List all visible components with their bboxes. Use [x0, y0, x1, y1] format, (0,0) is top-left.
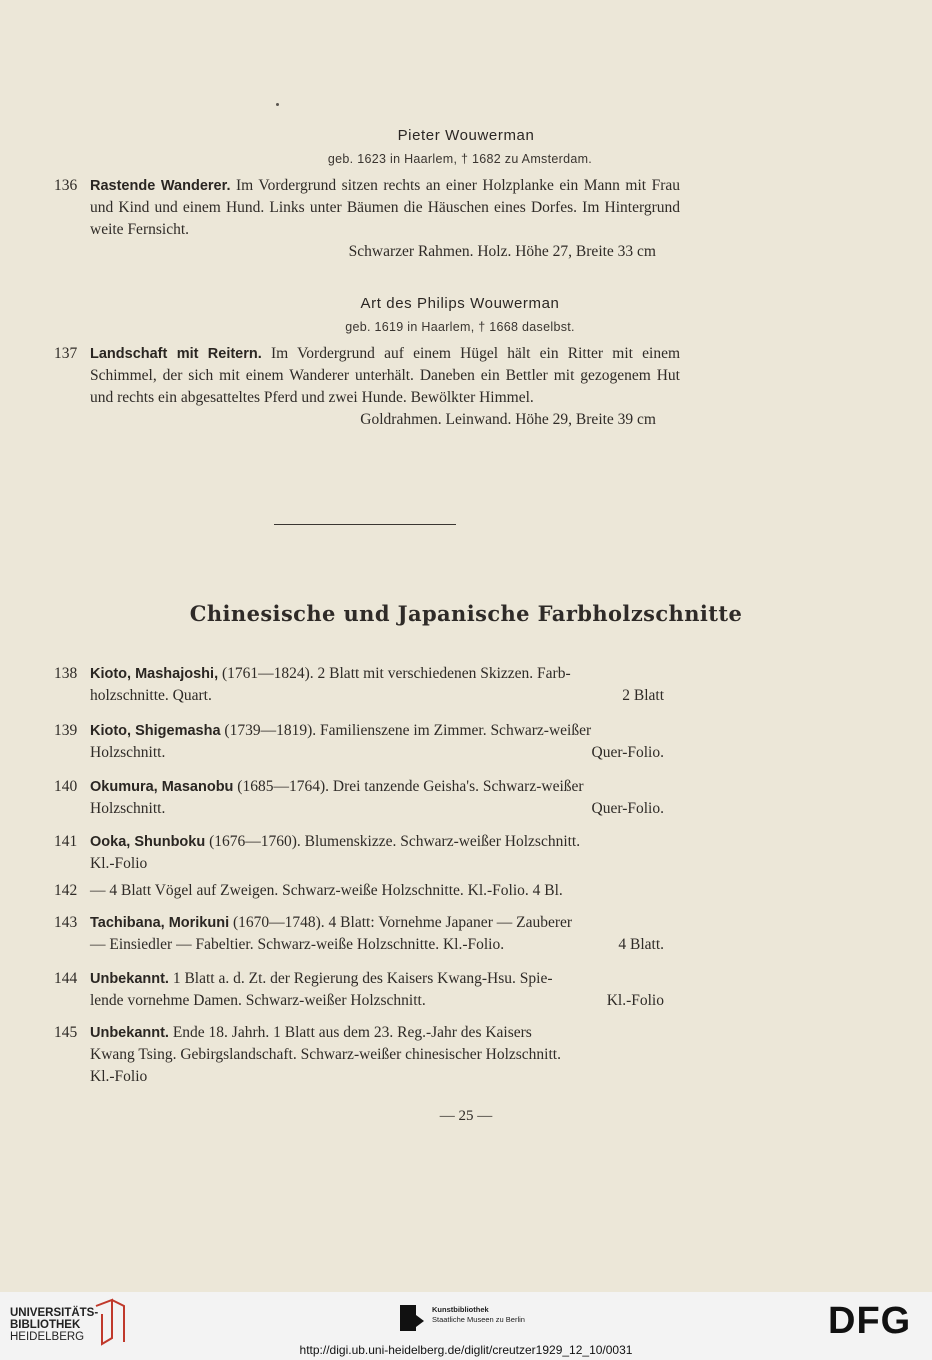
entry-number: 141 [54, 833, 78, 850]
entry-dimensions: Schwarzer Rahmen. Holz. Höhe 27, Breite 33 cm [348, 243, 656, 260]
entry-description: Im Vordergrund sitzen rechts an einer Holzplanke ein Mann mit Frau und Kind und einem Hund. Links unter Bäumen die Häuschen eines Dorfes. Im Hintergrund weite Fernsicht. [90, 177, 680, 238]
entry-text-continued: Kwang Tsing. Gebirgslandschaft. Schwarz-weißer chinesischer Holzschnitt. [90, 1046, 561, 1063]
entry-text: 1 Blatt a. d. Zt. der Regierung des Kaisers Kwang-Hsu. Spie- [168, 970, 553, 987]
logo-line: UNIVERSITÄTS- [10, 1307, 99, 1319]
entry-title: Okumura, Masanobu [90, 779, 234, 795]
library-emblem-icon [92, 1298, 128, 1348]
entry-number: 136 [54, 177, 78, 194]
entry-number: 144 [54, 970, 78, 987]
artist-name: Pieter Wouwerman [397, 127, 535, 144]
entry-text-continued: — Einsiedler — Fabeltier. Schwarz-weiße Holzschnitte. Kl.-Folio. [90, 936, 505, 953]
entry-text-continued: Holzschnitt. [90, 744, 166, 761]
logo-line: HEIDELBERG [10, 1331, 85, 1343]
catalog-entry-145 [54, 1022, 680, 1088]
entry-format: 4 Blatt. [618, 936, 664, 953]
entry-number: 138 [54, 665, 78, 682]
entry-text-continued: lende vornehme Damen. Schwarz-weißer Holzschnitt. [90, 992, 426, 1009]
entry-title: Rastende Wanderer. [90, 178, 231, 194]
kunstbibliothek-logo[interactable] [432, 1305, 525, 1325]
logo-line: BIBLIOTHEK [10, 1319, 81, 1331]
section-title: Chinesische und Japanische Farbholzschnitte [189, 601, 743, 626]
catalog-entry-139 [54, 720, 680, 764]
entry-text: (1685—1764). Drei tanzende Geisha's. Schwarz-weißer [233, 778, 584, 795]
catalog-entry-144 [54, 968, 680, 1012]
entry-format: Quer-Folio. [591, 744, 664, 761]
entry-number: 139 [54, 722, 78, 739]
entry-format: Kl.-Folio [606, 992, 664, 1009]
entry-number: 137 [54, 345, 78, 362]
speck [276, 103, 279, 106]
source-url-link[interactable]: http://digi.ub.uni-heidelberg.de/diglit/creutzer1929_12_10/0031 [299, 1343, 633, 1357]
entry-dimensions: Goldrahmen. Leinwand. Höhe 29, Breite 39 cm [360, 411, 656, 428]
entry-text: (1676—1760). Blumenskizze. Schwarz-weißer Holzschnitt. [205, 833, 581, 850]
divider-rule [274, 524, 456, 525]
entry-text: — 4 Blatt Vögel auf Zweigen. Schwarz-weiße Holzschnitte. Kl.-Folio. 4 Bl. [90, 882, 563, 899]
entry-number: 145 [54, 1024, 78, 1041]
entry-title: Landschaft mit Reitern. [90, 346, 262, 362]
catalog-entry-136 [54, 175, 680, 263]
kunstbibliothek-icon [398, 1303, 426, 1333]
entry-text-continued: holzschnitte. Quart. [90, 687, 212, 704]
artist-life-dates: geb. 1623 in Haarlem, † 1682 zu Amsterdam. [327, 152, 593, 166]
catalog-entry-143 [54, 912, 680, 956]
entry-title: Ooka, Shunboku [90, 834, 206, 850]
logo-line: Kunstbibliothek [432, 1305, 489, 1314]
university-library-logo[interactable] [10, 1307, 98, 1343]
artist-name: Art des Philips Wouwerman [360, 295, 560, 312]
entry-title: Unbekannt. [90, 1025, 169, 1041]
page-number: — 25 — [439, 1108, 493, 1124]
entry-text: (1761—1824). 2 Blatt mit verschiedenen Skizzen. Farb- [218, 665, 571, 682]
entry-format: Kl.-Folio [90, 855, 148, 872]
entry-title: Kioto, Shigemasha [90, 723, 221, 739]
logo-line: Staatliche Museen zu Berlin [432, 1315, 525, 1324]
catalog-entry-137 [54, 343, 680, 431]
catalog-entry-141 [54, 831, 680, 875]
dfg-logo[interactable]: DFG [828, 1300, 912, 1342]
entry-number: 143 [54, 914, 78, 931]
entry-title: Kioto, Mashajoshi, [90, 666, 219, 682]
entry-format: Quer-Folio. [591, 800, 664, 817]
entry-title: Tachibana, Morikuni [90, 915, 230, 931]
entry-format: 2 Blatt [622, 687, 664, 704]
entry-text: Ende 18. Jahrh. 1 Blatt aus dem 23. Reg.-Jahr des Kaisers [168, 1024, 532, 1041]
catalog-entry-138 [54, 663, 680, 707]
entry-text: (1739—1819). Familienszene im Zimmer. Schwarz-weißer [220, 722, 592, 739]
artist-life-dates: geb. 1619 in Haarlem, † 1668 daselbst. [345, 320, 575, 334]
entry-number: 140 [54, 778, 78, 795]
entry-format: Kl.-Folio [90, 1068, 148, 1085]
entry-text: (1670—1748). 4 Blatt: Vornehme Japaner — Zauberer [229, 914, 573, 931]
entry-text-continued: Holzschnitt. [90, 800, 166, 817]
entry-description: Im Vordergrund auf einem Hügel hält ein Ritter mit einem Schimmel, der sich mit einem Wanderer unterhält. Daneben ein Bettler mit gezogenem Hut und rechts ein abgesatteltes Pferd und zwei Hunde. Bewölkter Himmel. [90, 345, 681, 406]
entry-number: 142 [54, 882, 78, 899]
catalog-entry-140 [54, 776, 680, 820]
entry-title: Unbekannt. [90, 971, 169, 987]
catalog-entry-142 [54, 880, 680, 902]
